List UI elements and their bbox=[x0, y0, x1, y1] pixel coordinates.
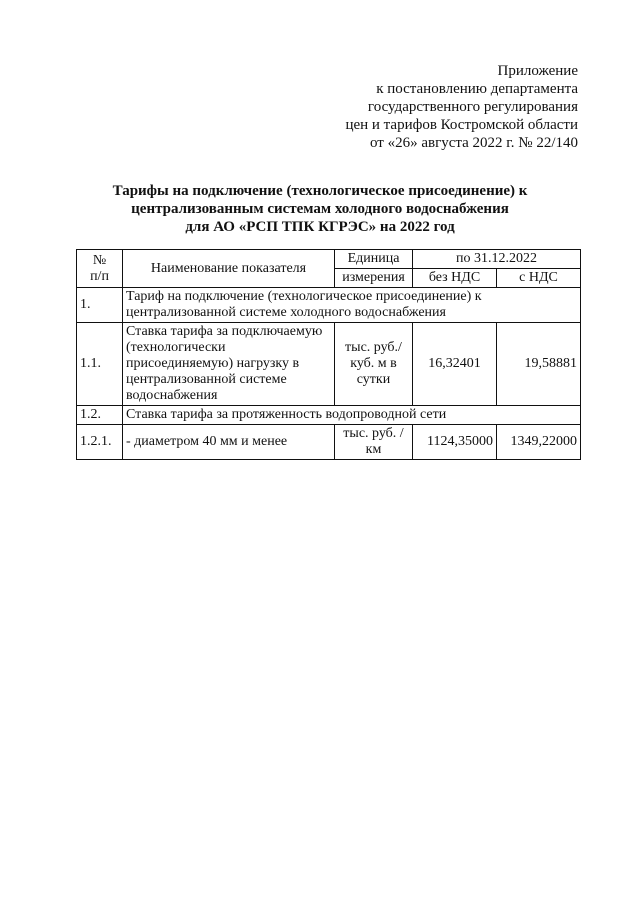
header-without-vat: без НДС bbox=[413, 269, 497, 288]
row-num: 1.1. bbox=[77, 323, 123, 406]
header-num-line2: п/п bbox=[90, 268, 109, 284]
appendix-line: Приложение bbox=[497, 63, 578, 79]
row-name: Тариф на подключение (технологическое присоединение) к централизованной системе холодного водоснабжения bbox=[123, 288, 581, 323]
appendix-line: государственного регулирования bbox=[367, 99, 578, 115]
tariff-table bbox=[76, 249, 581, 460]
table-row bbox=[77, 288, 581, 323]
row-num: 1.2.1. bbox=[77, 425, 123, 460]
header-name: Наименование показателя bbox=[123, 250, 335, 288]
header-with-vat: с НДС bbox=[497, 269, 581, 288]
document-title bbox=[0, 182, 640, 236]
header-period: по 31.12.2022 bbox=[413, 250, 581, 269]
appendix-line: к постановлению департамента bbox=[376, 81, 578, 97]
table-row bbox=[77, 323, 581, 406]
header-num-line1: № bbox=[92, 252, 107, 268]
row-with-vat: 19,58881 bbox=[497, 323, 581, 406]
row-num: 1. bbox=[77, 288, 123, 323]
title-line: централизованным системам холодного водоснабжения bbox=[131, 201, 509, 217]
appendix-line: цен и тарифов Костромской области bbox=[345, 117, 578, 133]
row-unit: тыс. руб./ куб. м в сутки bbox=[335, 323, 413, 406]
table-row bbox=[77, 425, 581, 460]
row-without-vat: 16,32401 bbox=[413, 323, 497, 406]
row-without-vat: 1124,35000 bbox=[413, 425, 497, 460]
row-with-vat: 1349,22000 bbox=[497, 425, 581, 460]
title-line: для АО «РСП ТПК КГРЭС» на 2022 год bbox=[185, 219, 455, 235]
header-unit-line1: Единица bbox=[335, 250, 413, 269]
row-name: Ставка тарифа за протяженность водопроводной сети bbox=[123, 406, 581, 425]
header-unit-line2: измерения bbox=[335, 269, 413, 288]
table-row bbox=[77, 406, 581, 425]
row-name: Ставка тарифа за подключаемую (технологически присоединяемую) нагрузку в централизованной системе водоснабжения bbox=[123, 323, 335, 406]
header-num bbox=[77, 250, 123, 288]
table-header-row bbox=[77, 250, 581, 269]
row-num: 1.2. bbox=[77, 406, 123, 425]
title-line: Тарифы на подключение (технологическое присоединение) к bbox=[112, 183, 528, 199]
row-unit: тыс. руб. /км bbox=[335, 425, 413, 460]
appendix-line: от «26» августа 2022 г. № 22/140 bbox=[370, 135, 578, 151]
row-name: - диаметром 40 мм и менее bbox=[123, 425, 335, 460]
appendix-header bbox=[345, 62, 578, 152]
